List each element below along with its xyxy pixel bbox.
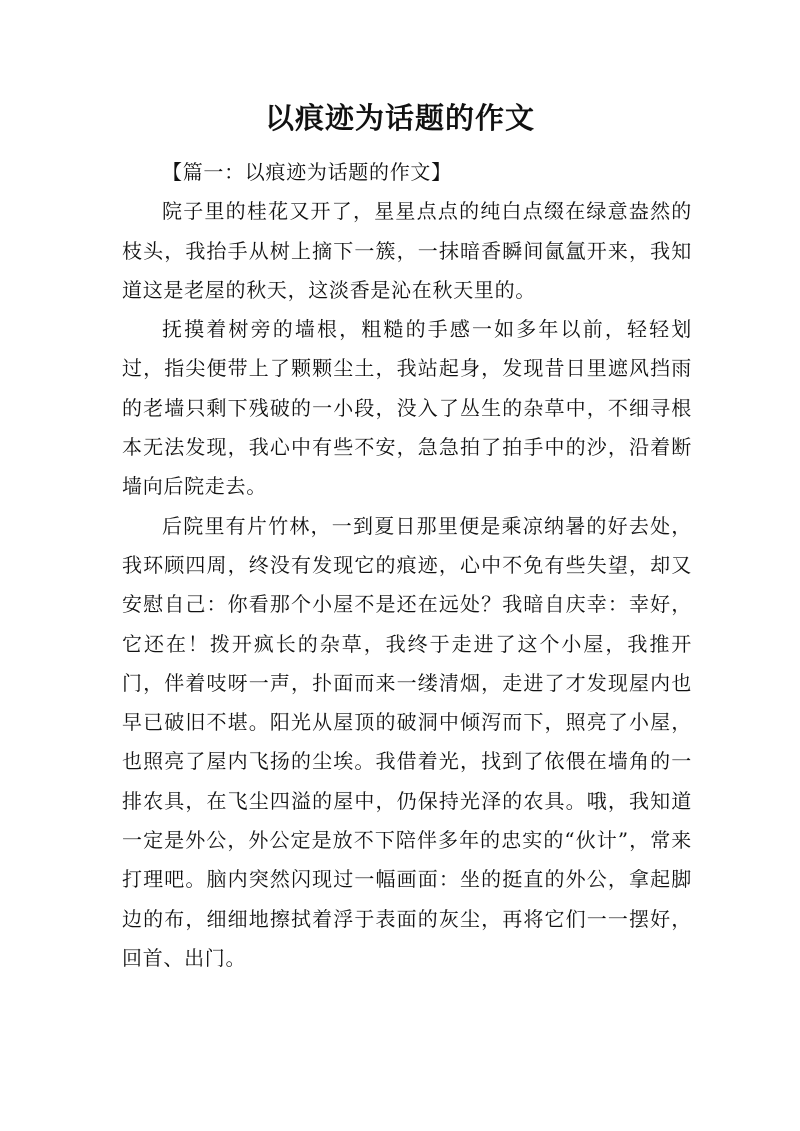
document-title: 以痕迹为话题的作文 xyxy=(264,101,535,135)
section-heading: 【篇一：以痕迹为话题的作文】 xyxy=(162,160,452,184)
paragraph-1: 院子里的桂花又开了，星星点点的纯白点缀在绿意盎然的枝头，我抬手从树上摘下一簇，一抹暗香瞬间氤氲开来，我知道这是老屋的秋天，这淡香是沁在秋天里的。 xyxy=(122,199,692,302)
document-body xyxy=(122,153,692,978)
paragraph-3: 后院里有片竹林，一到夏日那里便是乘凉纳暑的好去处，我环顾四周，终没有发现它的痕迹，心中不免有些失望，却又安慰自己：你看那个小屋不是还在远处？我暗自庆幸：幸好，它还在！拨开疯长的杂草，我终于走进了这个小屋，我推开门，伴着吱呀一声，扑面而来一缕清烟，走进了才发现屋内也早已破旧不堪。阳光从屋顶的破洞中倾泻而下，照亮了小屋，也照亮了屋内飞扬的尘埃。我借着光，找到了依偎在墙角的一排农具，在飞尘四溢的屋中，仍保持光泽的农具。哦，我知道一定是外公，外公定是放不下陪伴多年的忠实的“伙计”，常来打理吧。脑内突然闪现过一幅画面：坐的挺直的外公，拿起脚边的布，细细地擦拭着浮于表面的灰尘，再将它们一一摆好，回首、出门。 xyxy=(122,513,692,970)
paragraph-2: 抚摸着树旁的墙根，粗糙的手感一如多年以前，轻轻划过，指尖便带上了颗颗尘土，我站起身，发现昔日里遮风挡雨的老墙只剩下残破的一小段，没入了丛生的杂草中，不细寻根本无法发现，我心中有些不安，急急拍了拍手中的沙，沿着断墙向后院走去。 xyxy=(122,317,692,499)
